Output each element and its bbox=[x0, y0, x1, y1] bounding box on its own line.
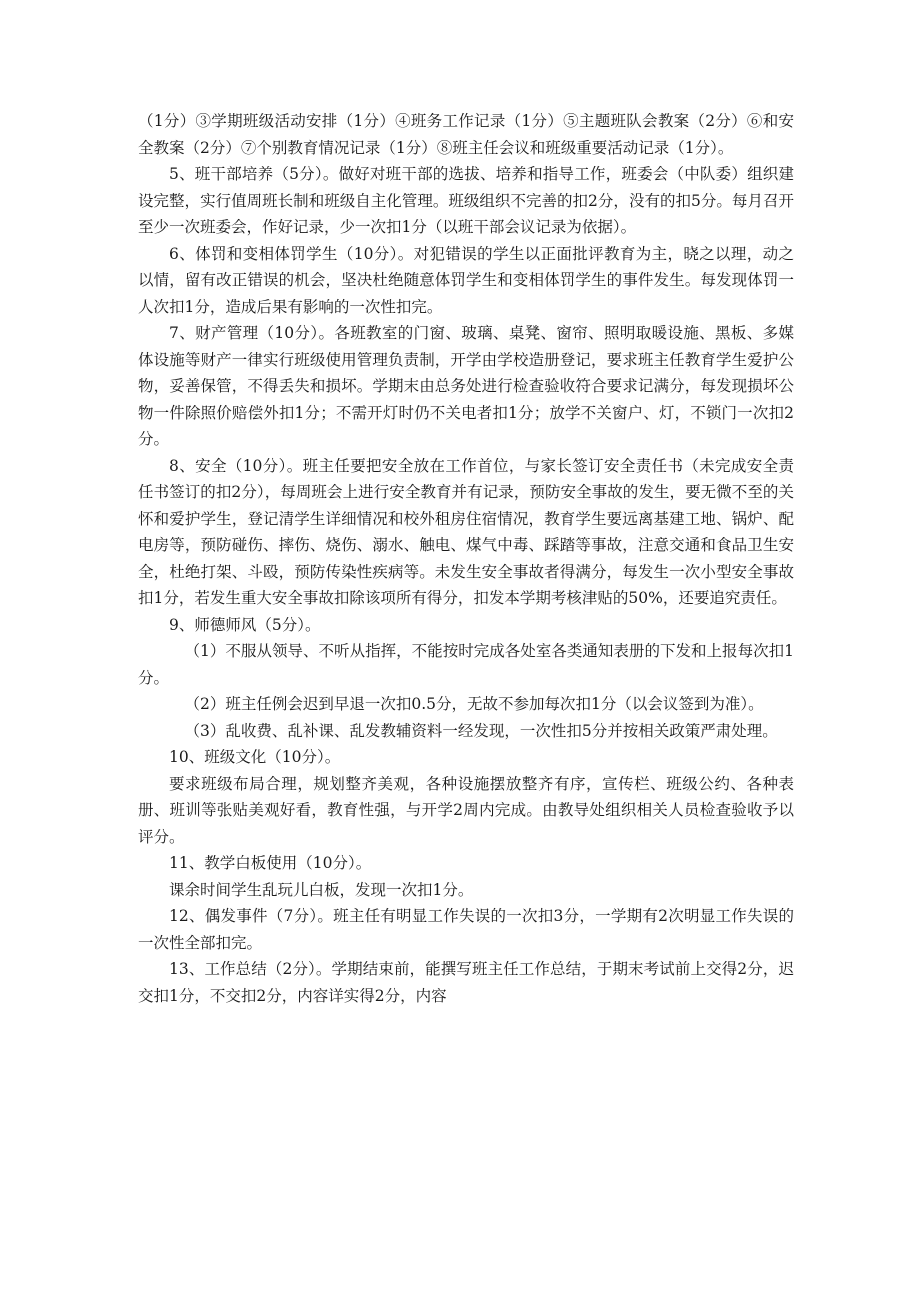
paragraph-item-9-sub-3: （3）乱收费、乱补课、乱发教辅资料一经发现，一次性扣5分并按相关政策严肃处理。 bbox=[184, 721, 778, 740]
paragraph-item-13: 13、工作总结（2分）。学期结束前，能撰写班主任工作总结，于期末考试前上交得2分，迟交扣1分，不交扣2分，内容详实得2分，内容 bbox=[138, 960, 794, 1005]
document-page bbox=[138, 108, 794, 1009]
paragraph-item-10-body: 要求班级布局合理，规划整齐美观，各种设施摆放整齐有序，宣传栏、班级公约、各种表册、班训等张贴美观好看，教育性强，与开学2周内完成。由教导处组织相关人员检查验收予以评分。 bbox=[138, 774, 794, 846]
paragraph-item-7: 7、财产管理（10分）。各班教室的门窗、玻璃、桌凳、窗帘、照明取暖设施、黑板、多媒体设施等财产一律实行班级使用管理负责制，开学由学校造册登记，要求班主任教育学生爱护公物，妥善保管，不得丢失和损坏。学期末由总务处进行检查验收符合要求记满分，每发现损坏公物一件除照价赔偿外扣1分；不需开灯时仍不关电者扣1分；放学不关窗户、灯，不锁门一次扣2分。 bbox=[138, 324, 794, 448]
paragraph-item-11-heading: 11、教学白板使用（10分）。 bbox=[169, 854, 372, 872]
paragraph-item-12: 12、偶发事件（7分）。班主任有明显工作失误的一次扣3分，一学期有2次明显工作失误的一次性全部扣完。 bbox=[138, 907, 794, 952]
paragraph-item-9-sub-2: （2）班主任例会迟到早退一次扣0.5分，无故不参加每次扣1分（以会议签到为准）。 bbox=[184, 695, 764, 713]
paragraph-item-5: 5、班干部培养（5分）。做好对班干部的选拔、培养和指导工作，班委会（中队委）组织建设完整，实行值周班长制和班级自主化管理。班级组织不完善的扣2分，没有的扣5分。每月召开至少一次班委会，作好记录，少一次扣1分（以班干部会议记录为依据）。 bbox=[138, 165, 794, 236]
paragraph-item-8: 8、安全（10分）。班主任要把安全放在工作首位，与家长签订安全责任书（未完成安全责任书签订的扣2分），每周班会上进行安全教育并有记录，预防安全事故的发生，要无微不至的关怀和爱护学生，登记清学生详细情况和校外租房住宿情况，教育学生要远离基建工地、锅炉、配电房等，预防碰伤、摔伤、烧伤、溺水、触电、煤气中毒、踩踏等事故，注意交通和食品卫生安全，杜绝打架、斗殴，预防传染性疾病等。未发生安全事故者得满分，每发生一次小型安全事故扣1分，若发生重大安全事故扣除该项所有得分，扣发本学期考核津贴的50%，还要追究责任。 bbox=[138, 456, 794, 607]
paragraph-item-10-heading: 10、班级文化（10分）。 bbox=[169, 748, 341, 766]
paragraph-item-9-heading: 9、师德师风（5分）。 bbox=[169, 615, 321, 634]
paragraph-items-1-continued: （1分）③学期班级活动安排（1分）④班务工作记录（1分）⑤主题班队会教案（2分）⑥和安全教案（2分）⑦个别教育情况记录（1分）⑧班主任会议和班级重要活动记录（1分）。 bbox=[138, 112, 794, 157]
paragraph-item-6: 6、体罚和变相体罚学生（10分）。对犯错误的学生以正面批评教育为主，晓之以理，动之以情，留有改正错误的机会，坚决杜绝随意体罚学生和变相体罚学生的事件发生。每发现体罚一人次扣1分，造成后果有影响的一次性扣完。 bbox=[138, 244, 794, 316]
paragraph-item-9-sub-1: （1）不服从领导、不听从指挥，不能按时完成各处室各类通知表册的下发和上报每次扣1分。 bbox=[138, 642, 794, 687]
paragraph-item-11-body: 课余时间学生乱玩儿白板，发现一次扣1分。 bbox=[169, 880, 474, 899]
